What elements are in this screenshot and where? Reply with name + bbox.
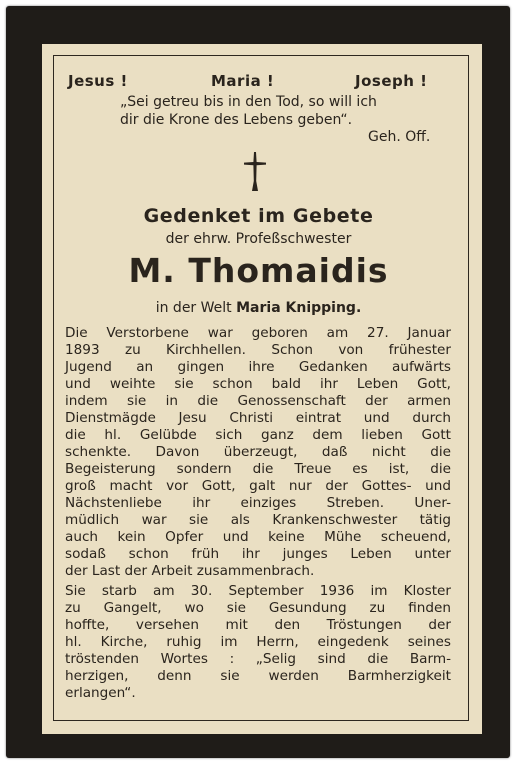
biography-line: schenkte. Davon überzeugt, daß nicht die (65, 444, 451, 460)
subtitle: der ehrw. Profeßschwester (165, 231, 352, 247)
biography-line: sodaß schon früh ihr junges Leben unter (65, 546, 451, 562)
biography-line: Jugend an gingen ihre Gedanken aufwärts (65, 359, 451, 375)
worldly-name-line (0, 300, 517, 316)
biography-line: Nächstenliebe ihr einziges Streben. Uner- (65, 495, 451, 511)
biography-line: der Last der Arbeit zusammenbrach. (65, 563, 315, 579)
death-line: zu Gangelt, wo sie Gesundung zu finden (65, 600, 451, 616)
worldly-name: Maria Knipping. (236, 300, 362, 316)
death-line: hl. Kirche, ruhig im Herrn, eingedenk seines (65, 634, 451, 650)
verse-source: Geh. Off. (368, 129, 431, 145)
cross-icon (242, 151, 268, 193)
verse-line: „Sei getreu bis in den Tod, so will ich (120, 94, 377, 110)
biography-line: Die Verstorbene war geboren am 27. Januar (65, 325, 451, 341)
header-name-joseph: Joseph ! (355, 72, 428, 90)
biography-line: Dienstmägde Jesu Christi eintrat und durch (65, 410, 451, 426)
header-name-jesus: Jesus ! (68, 72, 128, 90)
biography-line: Begeisterung sondern die Treue es ist, die (65, 461, 451, 477)
biography-line: müdlich war sie als Krankenschwester tätig (65, 512, 451, 528)
biography-line: groß macht vor Gott, galt nur der Gottes- und (65, 478, 451, 494)
verse-line: dir die Krone des Lebens geben“. (120, 112, 353, 128)
death-line: hoffte, versehen mit den Tröstungen der (65, 617, 451, 633)
header-name-maria: Maria ! (211, 72, 275, 90)
biography-line: und weihte sie schon bald ihr Leben Gott, (65, 376, 451, 392)
biography-line: auch kein Opfer und keine Mühe scheuend, (65, 529, 451, 545)
biography-line: 1893 zu Kirchhellen. Schon von frühester (65, 342, 451, 358)
death-line: erlangen“. (65, 685, 136, 701)
heading: Gedenket im Gebete (143, 205, 374, 227)
death-line: Sie starb am 30. September 1936 im Kloster (65, 583, 451, 599)
deceased-name: M. Thomaidis (128, 251, 389, 290)
biography-line: indem sie in die Genossenschaft der armen (65, 393, 451, 409)
death-line: herzigen, denn sie werden Barmherzigkeit (65, 668, 451, 684)
worldly-prefix: in der Welt (155, 300, 232, 316)
death-line: tröstenden Wortes : „Selig sind die Barm- (65, 651, 451, 667)
biography-line: die hl. Gelübde sich ganz dem lieben Gott (65, 427, 451, 443)
